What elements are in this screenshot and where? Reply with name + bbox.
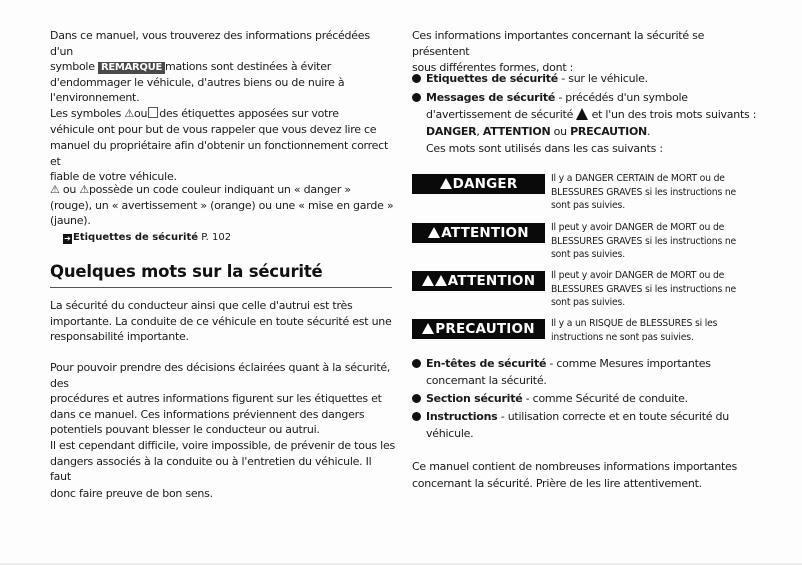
arrow-right-icon: ➔ xyxy=(64,233,71,243)
safety-importance-paragraph xyxy=(50,298,395,345)
text-line: Ces informations importantes concernant la sécurité se présentent xyxy=(412,29,705,58)
text-line: La sécurité du conducteur ainsi que celle d'autrui est très xyxy=(50,299,353,312)
warning-outline-icon: ⚠ xyxy=(79,183,89,196)
text-line: Il est cependant difficile, voire impossible, de prévenir de tous les xyxy=(50,439,395,452)
text-line: procédures et autres informations figurent sur les étiquettes et xyxy=(50,392,382,405)
text-line: responsabilité importante. xyxy=(50,330,189,343)
text-line: potentiels pouvant blesser le conducteur ou autrui. xyxy=(50,423,320,436)
intro-paragraph xyxy=(412,28,757,76)
bullet-icon xyxy=(412,93,421,102)
text-line: véhicule ont pour but de vous rappeler que vous devez lire ce xyxy=(50,122,377,136)
bullet-icon xyxy=(412,412,421,421)
text-line: manuel du propriétaire afin d'obtenir un fonctionnement correct et xyxy=(50,139,389,168)
attention-label: ATTENTION xyxy=(412,223,545,243)
warning-icon xyxy=(422,275,434,286)
section-heading: Quelques mots sur la sécurité xyxy=(50,262,323,281)
text-line: (rouge), un « avertissement » (orange) ou une « mise en garde » xyxy=(50,198,394,212)
text-line: (jaune). xyxy=(50,214,91,227)
closing-paragraph xyxy=(412,459,757,491)
signal-description: Il peut y avoir DANGER de MORT ou de BLESSURES GRAVES si les instructions ne sont pas suivies. xyxy=(551,222,737,260)
bullet-safety-headings: En-têtes de sécurité - comme Mesures importantes concernant la sécurité. xyxy=(412,355,757,389)
attention-double-label: ATTENTION xyxy=(412,271,545,291)
danger-label: DANGER xyxy=(412,174,545,194)
common-sense-paragraph xyxy=(50,438,395,501)
text-line: dans ce manuel. Ces informations préviennent des dangers xyxy=(50,407,365,421)
warning-icon xyxy=(428,227,440,238)
text-line: l'environnement. xyxy=(50,91,140,104)
text-line: Ce manuel contient de nombreuses informations importantes xyxy=(412,460,738,473)
warning-icon xyxy=(422,323,434,334)
cross-reference-link[interactable]: ➔ Etiquettes de sécurité P. 102 xyxy=(64,231,232,243)
remarque-badge: REMARQUE xyxy=(98,62,165,74)
warning-icon xyxy=(435,275,447,286)
heading-divider xyxy=(50,287,392,288)
remarque-paragraph xyxy=(50,28,395,106)
color-code-paragraph xyxy=(50,182,395,245)
warning-icon xyxy=(440,178,452,189)
text-line: ⚠ ou ⚠possède un code couleur indiquant un « danger » xyxy=(50,183,351,196)
bullet-icon xyxy=(412,74,421,83)
decisions-paragraph xyxy=(50,360,395,438)
bullet-instructions: Instructions - utilisation correcte et en toute sécurité du véhicule. xyxy=(412,408,757,442)
text-line: Pour pouvoir prendre des décisions éclairées quant à la sécurité, des xyxy=(50,361,391,390)
bullet-icon xyxy=(412,394,421,403)
text-line: fiable de votre véhicule. xyxy=(50,170,177,183)
text-line: dangers associés à la conduite ou à l'entretien du véhicule. Il faut xyxy=(50,454,372,483)
text-line: sous différentes formes, dont : xyxy=(412,61,574,74)
symbol-placeholder-icon xyxy=(148,107,158,118)
precaution-label: PRECAUTION xyxy=(412,319,545,339)
text-line: symbole REMARQUE mations sont destinées à éviter xyxy=(50,60,331,73)
symbols-paragraph xyxy=(50,106,395,185)
signal-description: Il peut y avoir DANGER de MORT ou de BLESSURES GRAVES si les instructions ne sont pas suivies. xyxy=(551,270,737,308)
text-line: d'endommager le véhicule, d'autres biens ou de nuire à xyxy=(50,75,345,89)
warning-outline-icon: ⚠ xyxy=(124,107,135,120)
text-line: concernant la sécurité. Prière de les lire attentivement. xyxy=(412,476,702,490)
text-line: Dans ce manuel, vous trouverez des informations précédées d'un xyxy=(50,29,370,58)
bullet-safety-messages: Messages de sécurité - précédés d'un symbole d'avertissement de sécurité et l'un des trois mots suivants : DANGER, ATTENTION ou PRECAUTION. Ces mots sont utilisés dans les cas suivants : xyxy=(412,89,757,157)
text-line: importante. La conduite de ce véhicule en toute sécurité est une xyxy=(50,314,392,328)
text-line: Les symboles ⚠ou des étiquettes apposées sur votre xyxy=(50,107,339,120)
bullet-safety-section: Section sécurité - comme Sécurité de conduite. xyxy=(412,390,757,407)
bullet-icon xyxy=(412,359,421,368)
signal-description: Il y a DANGER CERTAIN de MORT ou de BLESSURES GRAVES si les instructions ne sont pas suivies. xyxy=(551,173,737,211)
bullet-safety-labels: Etiquettes de sécurité - sur le véhicule. xyxy=(412,70,757,87)
text-line: donc faire preuve de bon sens. xyxy=(50,486,213,500)
safety-alert-icon xyxy=(576,108,588,120)
warning-outline-icon: ⚠ xyxy=(50,183,60,196)
signal-description: Il y a un RISQUE de BLESSURES si les instructions ne sont pas suivies. xyxy=(551,318,718,343)
